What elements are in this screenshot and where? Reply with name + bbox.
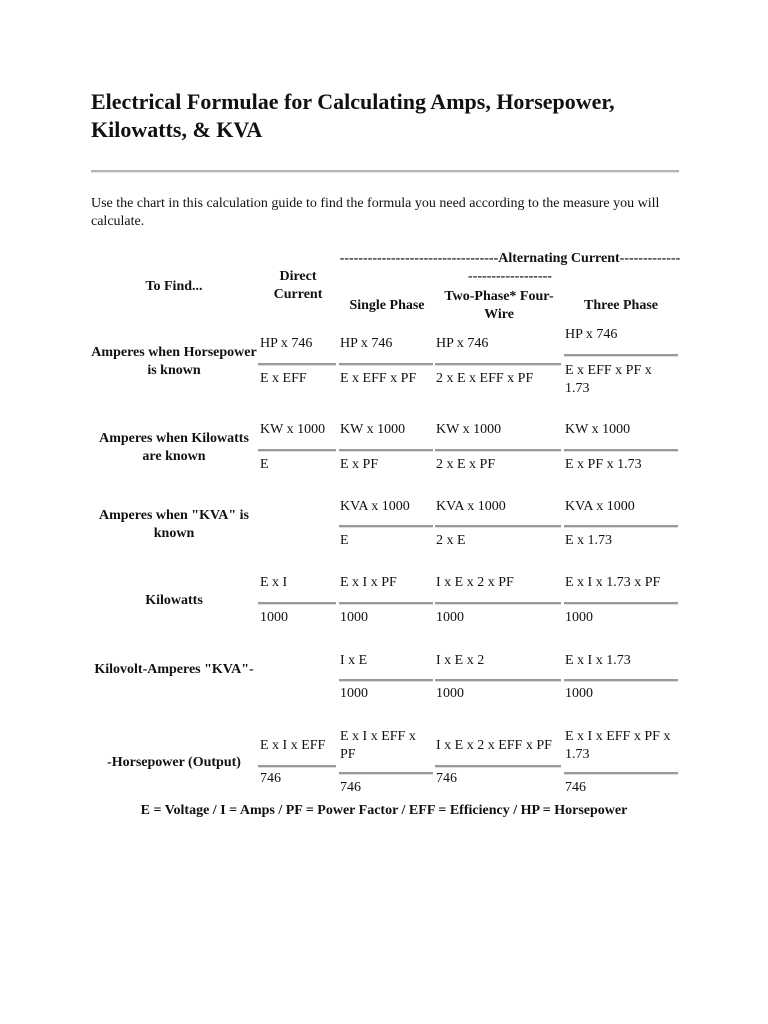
three-phase-denominator: E x PF x 1.73	[565, 457, 642, 472]
fraction-bar	[435, 679, 561, 682]
dc-numerator: E x I x EFF	[260, 738, 326, 753]
two-phase-denominator: 2 x E x PF	[436, 457, 496, 472]
single-denominator: 1000	[340, 610, 368, 625]
single-denominator: E x PF	[340, 457, 379, 472]
page-title: Electrical Formulae for Calculating Amps, Horsepower, Kilowatts, & KVA	[91, 89, 615, 142]
fraction-bar	[435, 449, 561, 452]
header-two-phase: Two-Phase* Four-Wire	[444, 289, 554, 322]
single-numerator: E x I x EFF x PF	[340, 729, 416, 762]
fraction-bar	[339, 772, 433, 775]
single-numerator: HP x 746	[340, 336, 393, 351]
row-label-horsepower: -Horsepower (Output)	[107, 755, 241, 770]
fraction-bar	[339, 363, 433, 366]
three-phase-numerator: HP x 746	[565, 327, 618, 342]
two-phase-numerator: I x E x 2 x PF	[436, 575, 514, 590]
two-phase-denominator: 2 x E	[436, 533, 466, 548]
fraction-bar	[564, 525, 678, 528]
dc-numerator: HP x 746	[260, 336, 313, 351]
three-phase-numerator: KW x 1000	[565, 422, 631, 437]
dc-denominator: 1000	[260, 610, 288, 625]
single-numerator: KW x 1000	[340, 422, 406, 437]
three-phase-denominator: E x EFF x PF x 1.73	[565, 363, 652, 396]
intro-paragraph: Use the chart in this calculation guide to find the formula you need according to the measure you will calculate.	[91, 196, 660, 229]
single-numerator: I x E	[340, 653, 368, 668]
row-label-amperes-kva: Amperes when "KVA" is known	[99, 508, 249, 541]
fraction-bar	[435, 765, 561, 768]
single-numerator: E x I x PF	[340, 575, 397, 590]
two-phase-denominator: 1000	[436, 610, 464, 625]
header-direct-current: Direct Current	[273, 269, 323, 302]
header-to-find: To Find...	[145, 279, 203, 294]
fraction-bar	[564, 602, 678, 605]
single-denominator: 746	[340, 780, 361, 795]
fraction-bar	[435, 525, 561, 528]
fraction-bar	[564, 354, 678, 357]
two-phase-numerator: I x E x 2	[436, 653, 485, 668]
dc-denominator: E	[260, 457, 269, 472]
three-phase-denominator: 1000	[565, 686, 593, 701]
fraction-bar	[339, 679, 433, 682]
single-denominator: E	[340, 533, 349, 548]
three-phase-denominator: 746	[565, 780, 586, 795]
two-phase-numerator: I x E x 2 x EFF x PF	[436, 738, 552, 753]
two-phase-denominator: 746	[436, 771, 457, 786]
fraction-bar	[258, 602, 336, 605]
three-phase-numerator: KVA x 1000	[565, 499, 635, 514]
horizontal-rule	[91, 170, 679, 173]
two-phase-denominator: 1000	[436, 686, 464, 701]
fraction-bar	[258, 449, 336, 452]
legend-footnote: E = Voltage / I = Amps / PF = Power Factor / EFF = Efficiency / HP = Horsepower	[140, 803, 628, 818]
header-alternating-current: ----------------------------------Alternating Current-------------------------------	[339, 251, 681, 284]
single-denominator: 1000	[340, 686, 368, 701]
fraction-bar	[564, 449, 678, 452]
two-phase-numerator: KW x 1000	[436, 422, 502, 437]
fraction-bar	[258, 765, 336, 768]
three-phase-numerator: E x I x 1.73	[565, 653, 631, 668]
two-phase-numerator: KVA x 1000	[436, 499, 506, 514]
fraction-bar	[564, 679, 678, 682]
row-label-kva: Kilovolt-Amperes "KVA"-	[94, 662, 254, 677]
fraction-bar	[258, 363, 336, 366]
three-phase-denominator: E x 1.73	[565, 533, 613, 548]
three-phase-numerator: E x I x EFF x PF x 1.73	[565, 729, 671, 762]
fraction-bar	[435, 363, 561, 366]
row-label-amperes-hp: Amperes when Horsepower is known	[91, 345, 257, 378]
dc-numerator: KW x 1000	[260, 422, 326, 437]
fraction-bar	[435, 602, 561, 605]
dc-numerator: E x I	[260, 575, 288, 590]
fraction-bar	[339, 602, 433, 605]
fraction-bar	[339, 525, 433, 528]
header-single-phase: Single Phase	[349, 298, 425, 313]
header-three-phase: Three Phase	[583, 298, 658, 313]
row-label-kilowatts: Kilowatts	[145, 593, 203, 608]
fraction-bar	[564, 772, 678, 775]
dc-denominator: E x EFF	[260, 371, 307, 386]
two-phase-numerator: HP x 746	[436, 336, 489, 351]
fraction-bar	[339, 449, 433, 452]
single-numerator: KVA x 1000	[340, 499, 410, 514]
single-denominator: E x EFF x PF	[340, 371, 417, 386]
dc-denominator: 746	[260, 771, 281, 786]
two-phase-denominator: 2 x E x EFF x PF	[436, 371, 534, 386]
row-label-amperes-kw: Amperes when Kilowatts are known	[99, 431, 249, 464]
three-phase-numerator: E x I x 1.73 x PF	[565, 575, 661, 590]
three-phase-denominator: 1000	[565, 610, 593, 625]
